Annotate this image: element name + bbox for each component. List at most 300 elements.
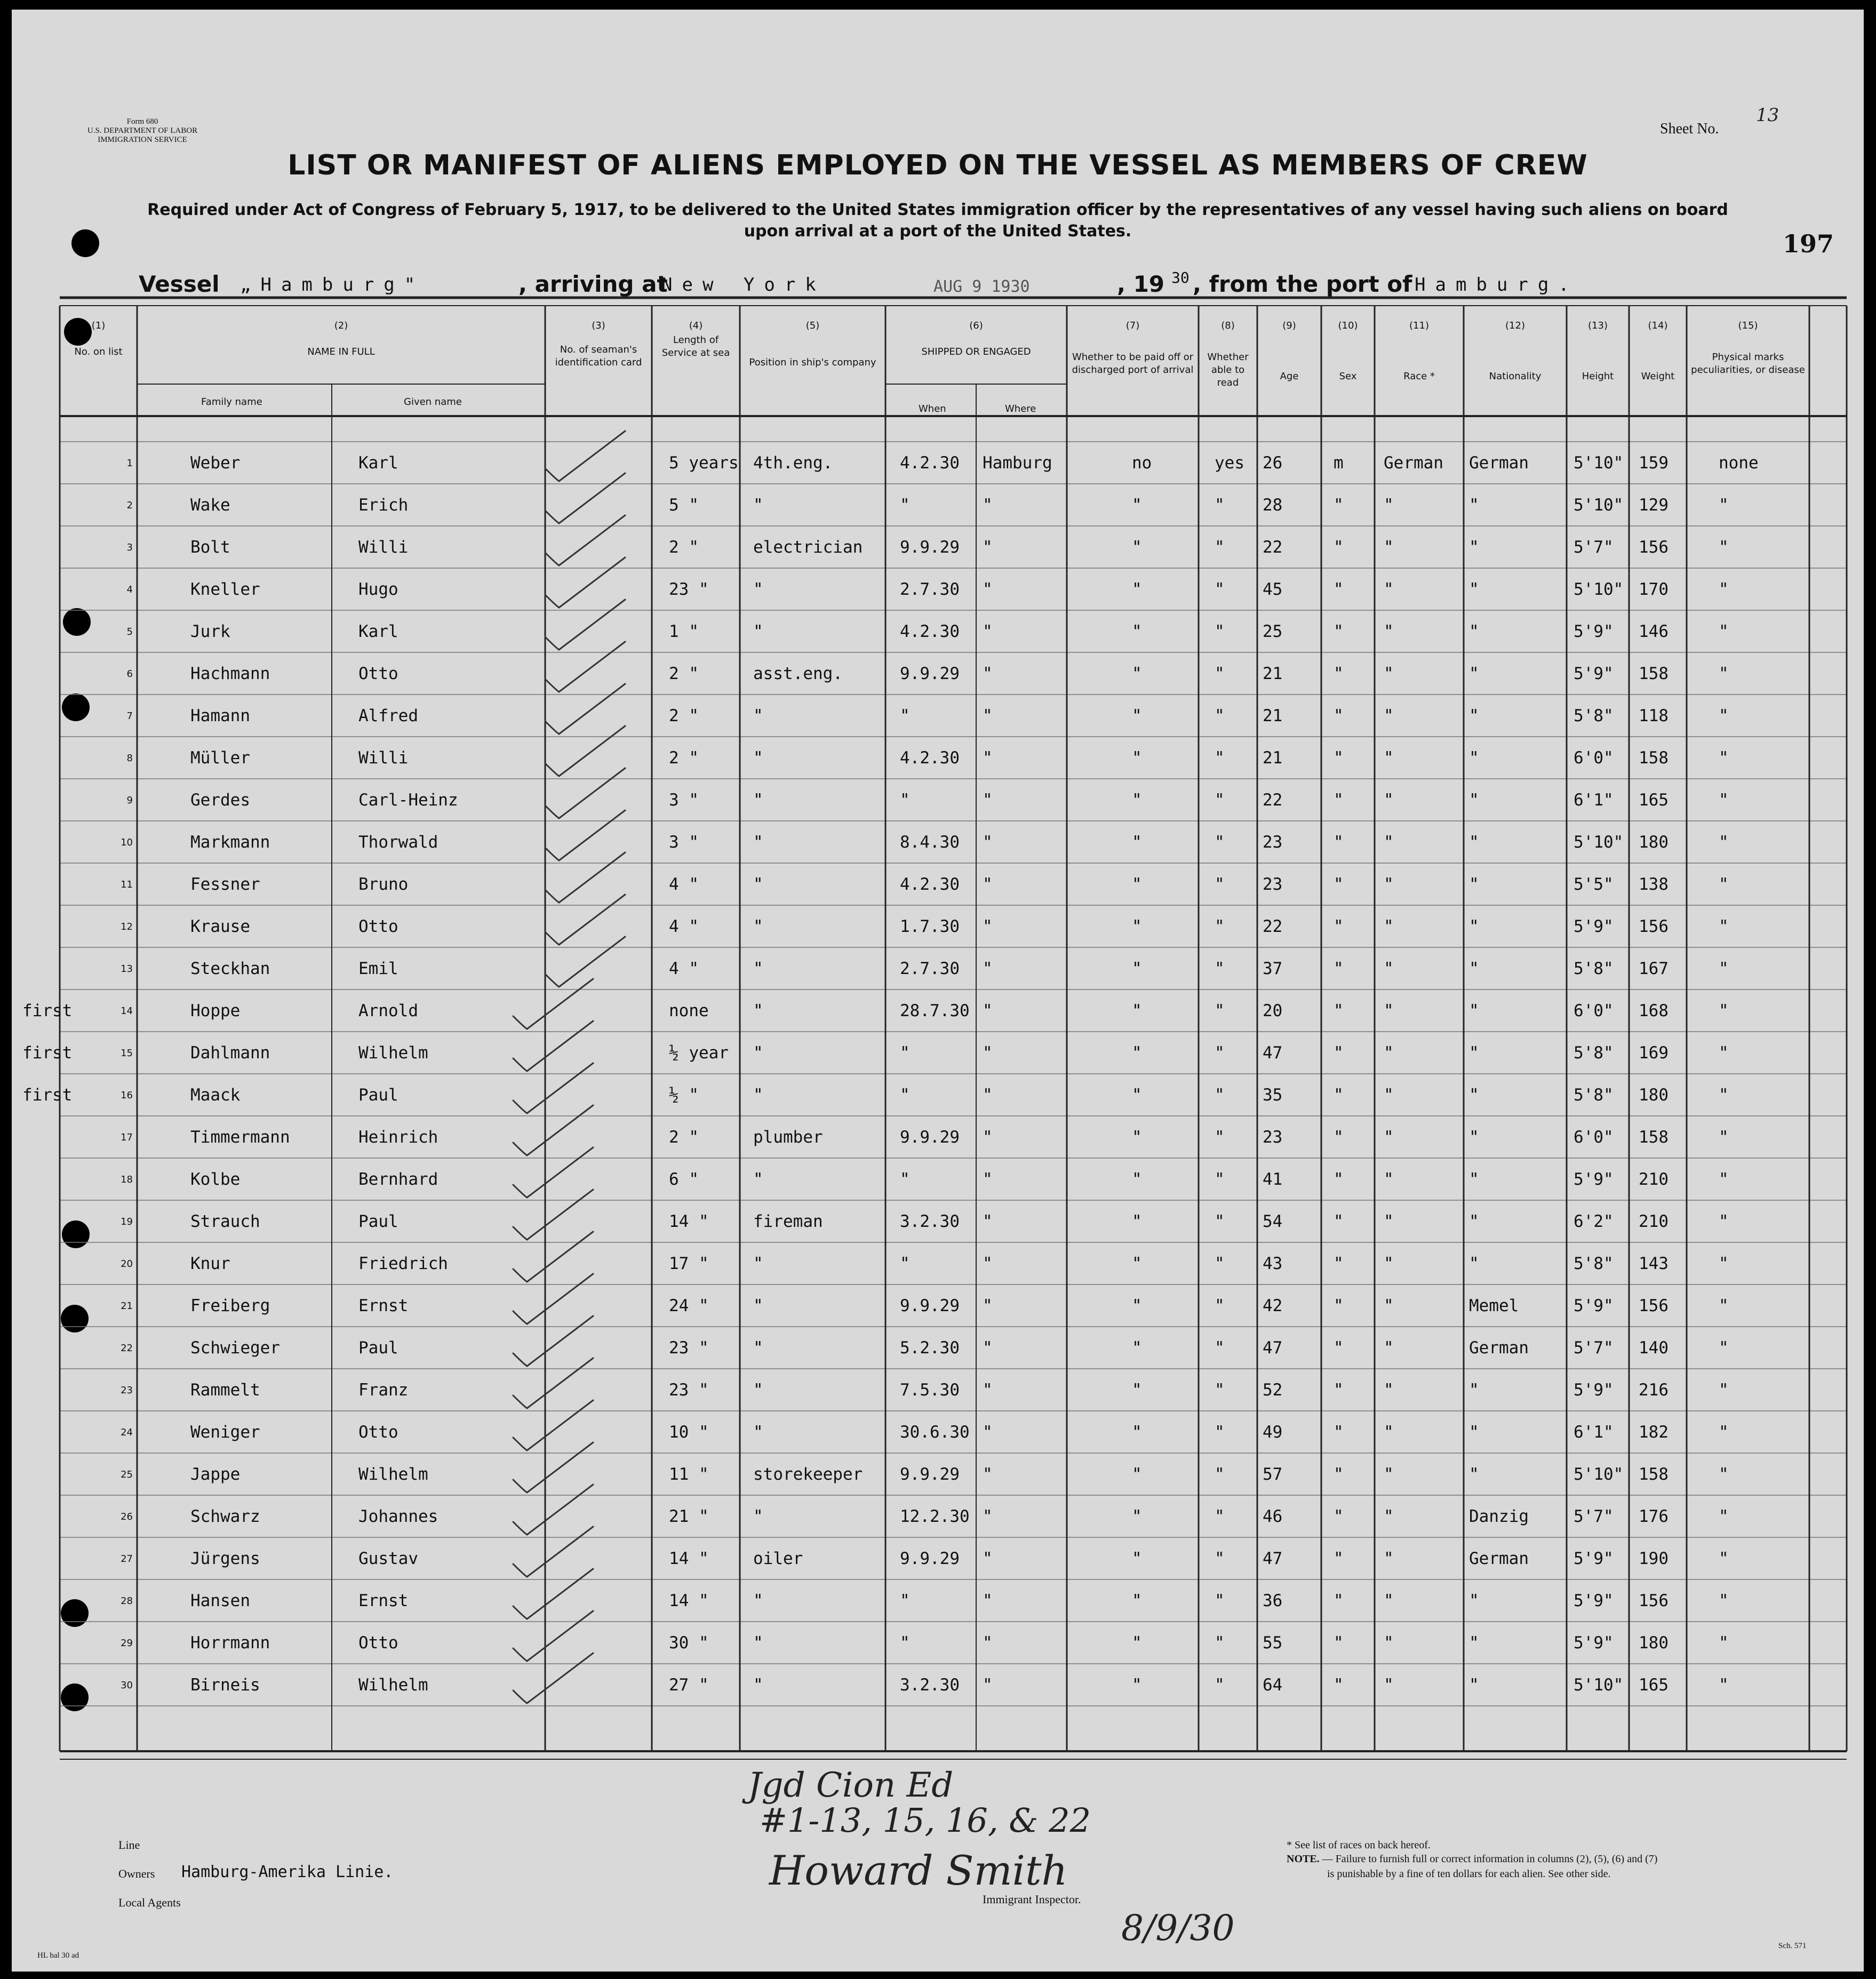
stamp-number: 197 — [1783, 229, 1834, 258]
paid-off: " — [1132, 1423, 1142, 1442]
physical-marks: " — [1719, 1254, 1729, 1273]
age: 28 — [1263, 496, 1283, 515]
race: " — [1384, 917, 1394, 936]
race: " — [1384, 1254, 1394, 1273]
family-name: Schwieger — [190, 1338, 280, 1358]
shipped-where: " — [983, 1296, 993, 1315]
age: 47 — [1263, 1043, 1283, 1063]
position-in-company: " — [753, 1338, 763, 1358]
age: 25 — [1263, 622, 1283, 641]
shipped-when: " — [900, 496, 910, 515]
position-in-company: storekeeper — [753, 1465, 863, 1484]
family-name: Maack — [190, 1086, 241, 1105]
height: 5'5" — [1574, 875, 1614, 894]
race: " — [1384, 1465, 1394, 1484]
sex: " — [1334, 1170, 1344, 1189]
able-to-read: " — [1215, 622, 1225, 641]
shipped-where: " — [983, 538, 993, 557]
able-to-read: " — [1215, 664, 1225, 683]
physical-marks: " — [1719, 1086, 1729, 1105]
able-to-read: " — [1215, 791, 1225, 810]
physical-marks: " — [1719, 833, 1729, 852]
family-name: Wake — [190, 496, 230, 515]
column-header-sex: Sex — [1339, 371, 1357, 382]
able-to-read: " — [1215, 1675, 1225, 1695]
length-of-service: 4 " — [669, 917, 699, 936]
row-number: 8 — [126, 753, 133, 764]
race: " — [1384, 1338, 1394, 1358]
shipped-when: 9.9.29 — [900, 664, 960, 683]
race: " — [1384, 496, 1394, 515]
able-to-read: " — [1215, 875, 1225, 894]
given-name: Arnold — [358, 1001, 418, 1020]
shipped-where: " — [983, 1633, 993, 1653]
sex: " — [1334, 1465, 1344, 1484]
row-number: 20 — [121, 1258, 133, 1270]
family-name: Weber — [190, 453, 241, 473]
weight: 167 — [1639, 959, 1669, 978]
column-header-no-on-list: No. on list — [74, 346, 123, 357]
age: 22 — [1263, 791, 1283, 810]
check-mark — [513, 979, 593, 1029]
nationality: " — [1469, 1043, 1479, 1063]
shipped-where: " — [983, 664, 993, 683]
nationality: German — [1469, 453, 1529, 473]
weight: 138 — [1639, 875, 1669, 894]
column-header-race: Race * — [1403, 371, 1435, 382]
family-name: Jurk — [190, 622, 230, 641]
family-name: Steckhan — [190, 959, 270, 978]
physical-marks: " — [1719, 1296, 1729, 1315]
column-header-id-card-number: No. of seaman's identification card — [555, 344, 642, 368]
position-in-company: " — [753, 1507, 763, 1526]
shipped-where: " — [983, 1675, 993, 1695]
vessel-name: „Hamburg" — [240, 274, 425, 296]
race: " — [1384, 1212, 1394, 1231]
nationality: " — [1469, 917, 1479, 936]
shipped-when: " — [900, 1254, 910, 1273]
position-in-company: " — [753, 959, 763, 978]
shipped-when: 9.9.29 — [900, 538, 960, 557]
given-name: Thorwald — [358, 833, 438, 852]
height: 6'0" — [1574, 748, 1614, 768]
age: 22 — [1263, 917, 1283, 936]
weight: 165 — [1639, 1675, 1669, 1695]
physical-marks: " — [1719, 1633, 1729, 1653]
given-name: Bernhard — [358, 1170, 438, 1189]
shipped-where: " — [983, 1001, 993, 1020]
margin-note: first — [22, 1001, 73, 1020]
weight: 180 — [1639, 1633, 1669, 1653]
family-name: Hachmann — [190, 664, 270, 683]
owners-label: Owners — [118, 1867, 155, 1880]
shipped-where: " — [983, 1212, 993, 1231]
paid-off: " — [1132, 1001, 1142, 1020]
print-code-left: HL bal 30 ad — [37, 1951, 79, 1960]
service-name: IMMIGRATION SERVICE — [98, 135, 187, 144]
age: 55 — [1263, 1633, 1283, 1653]
year-value: 30 — [1171, 269, 1190, 286]
able-to-read: " — [1215, 580, 1225, 599]
length-of-service: 23 " — [669, 580, 709, 599]
sex: " — [1334, 1254, 1344, 1273]
height: 5'7" — [1574, 1338, 1614, 1358]
height: 5'8" — [1574, 1086, 1614, 1105]
age: 47 — [1263, 1338, 1283, 1358]
print-code-right: Sch. 571 — [1778, 1942, 1807, 1950]
nationality: " — [1469, 538, 1479, 557]
weight: 210 — [1639, 1170, 1669, 1189]
given-name: Paul — [358, 1212, 398, 1231]
age: 46 — [1263, 1507, 1283, 1526]
age: 21 — [1263, 706, 1283, 725]
age: 45 — [1263, 580, 1283, 599]
able-to-read: " — [1215, 538, 1225, 557]
length-of-service: none — [669, 1001, 709, 1020]
able-to-read: " — [1215, 1591, 1225, 1610]
weight: 158 — [1639, 664, 1669, 683]
sex: " — [1334, 1001, 1344, 1020]
race: " — [1384, 1043, 1394, 1063]
able-to-read: " — [1215, 1338, 1225, 1358]
sex: " — [1334, 496, 1344, 515]
shipped-when: 9.9.29 — [900, 1549, 960, 1568]
shipped-where: " — [983, 959, 993, 978]
page-title: LIST OR MANIFEST OF ALIENS EMPLOYED ON THE VESSEL AS MEMBERS OF CREW — [288, 149, 1588, 181]
family-name: Bolt — [190, 538, 230, 557]
line-label: Line — [118, 1838, 140, 1852]
age: 47 — [1263, 1549, 1283, 1568]
height: 5'10" — [1574, 1465, 1624, 1484]
subheader-family-name: Family name — [201, 396, 262, 408]
row-number: 16 — [121, 1090, 133, 1101]
height: 6'2" — [1574, 1212, 1614, 1231]
weight: 190 — [1639, 1549, 1669, 1568]
length-of-service: ½ year — [669, 1043, 729, 1063]
shipped-when: 12.2.30 — [900, 1507, 970, 1526]
inspector-date: 8/9/30 — [1121, 1908, 1235, 1949]
height: 6'1" — [1574, 791, 1614, 810]
paid-off: " — [1132, 748, 1142, 768]
sex: " — [1334, 1380, 1344, 1400]
column-number-height: (13) — [1588, 320, 1608, 331]
shipped-where: " — [983, 1338, 993, 1358]
able-to-read: " — [1215, 1086, 1225, 1105]
shipped-when: " — [900, 791, 910, 810]
column-number-able-to-read: (8) — [1221, 320, 1235, 331]
family-name: Knur — [190, 1254, 230, 1273]
length-of-service: 2 " — [669, 1128, 699, 1147]
physical-marks: none — [1719, 453, 1759, 473]
weight: 140 — [1639, 1338, 1669, 1358]
age: 41 — [1263, 1170, 1283, 1189]
age: 54 — [1263, 1212, 1283, 1231]
column-number-name-in-full: (2) — [334, 320, 348, 331]
family-name: Horrmann — [190, 1633, 270, 1653]
able-to-read: " — [1215, 1170, 1225, 1189]
nationality: " — [1469, 622, 1479, 641]
height: 5'7" — [1574, 538, 1614, 557]
column-header-physical-marks: Physical marks peculiarities, or disease — [1691, 352, 1805, 376]
position-in-company: asst.eng. — [753, 664, 843, 683]
note-text: — Failure to furnish full or correct information in columns (2), (5), (6) and (7) — [1322, 1853, 1658, 1865]
length-of-service: 2 " — [669, 706, 699, 725]
able-to-read: " — [1215, 1212, 1225, 1231]
length-of-service: 30 " — [669, 1633, 709, 1653]
given-name: Wilhelm — [358, 1043, 428, 1063]
column-header-paid-off: Whether to be paid off or discharged port of arrival — [1072, 352, 1194, 376]
position-in-company: " — [753, 1296, 763, 1315]
race: " — [1384, 706, 1394, 725]
row-number: 14 — [121, 1006, 133, 1017]
nationality: " — [1469, 959, 1479, 978]
shipped-when: 4.2.30 — [900, 875, 960, 894]
column-header-age: Age — [1280, 371, 1299, 382]
position-in-company: " — [753, 917, 763, 936]
shipped-when: 28.7.30 — [900, 1001, 970, 1020]
physical-marks: " — [1719, 1591, 1729, 1610]
physical-marks: " — [1719, 1549, 1729, 1568]
given-name: Carl-Heinz — [358, 791, 458, 810]
physical-marks: " — [1719, 1001, 1729, 1020]
paid-off: " — [1132, 1675, 1142, 1695]
department-name: U.S. DEPARTMENT OF LABOR — [87, 126, 198, 135]
sex: " — [1334, 580, 1344, 599]
paid-off: " — [1132, 664, 1142, 683]
height: 5'10" — [1574, 1675, 1624, 1695]
physical-marks: " — [1719, 664, 1729, 683]
requirement-text-cont: upon arrival at a port of the United States. — [744, 222, 1132, 241]
column-number-shipped-or-engaged: (6) — [969, 320, 983, 331]
position-in-company: " — [753, 791, 763, 810]
row-number: 25 — [121, 1469, 133, 1480]
family-name: Krause — [190, 917, 250, 936]
paid-off: " — [1132, 580, 1142, 599]
paid-off: " — [1132, 959, 1142, 978]
weight: 169 — [1639, 1043, 1669, 1063]
weight: 118 — [1639, 706, 1669, 725]
row-number: 4 — [126, 584, 133, 595]
subheader-when: When — [919, 403, 946, 414]
length-of-service: 4 " — [669, 959, 699, 978]
race: " — [1384, 1001, 1394, 1020]
family-name: Hoppe — [190, 1001, 241, 1020]
position-in-company: " — [753, 1675, 763, 1695]
given-name: Ernst — [358, 1296, 409, 1315]
nationality: " — [1469, 1591, 1479, 1610]
shipped-where: " — [983, 1128, 993, 1147]
weight: 165 — [1639, 791, 1669, 810]
shipped-where: " — [983, 1465, 993, 1484]
paid-off: " — [1132, 917, 1142, 936]
given-name: Otto — [358, 1423, 398, 1442]
shipped-when: 3.2.30 — [900, 1212, 960, 1231]
physical-marks: " — [1719, 791, 1729, 810]
age: 36 — [1263, 1591, 1283, 1610]
paid-off: " — [1132, 791, 1142, 810]
row-number: 30 — [121, 1680, 133, 1691]
weight: 143 — [1639, 1254, 1669, 1273]
race: " — [1384, 1380, 1394, 1400]
able-to-read: " — [1215, 706, 1225, 725]
sex: " — [1334, 791, 1344, 810]
margin-note: first — [22, 1043, 73, 1063]
shipped-where: " — [983, 875, 993, 894]
paid-off: " — [1132, 1380, 1142, 1400]
length-of-service: 6 " — [669, 1170, 699, 1189]
race: " — [1384, 1086, 1394, 1105]
length-of-service: 23 " — [669, 1338, 709, 1358]
age: 23 — [1263, 833, 1283, 852]
race: " — [1384, 538, 1394, 557]
shipped-where: " — [983, 706, 993, 725]
shipped-when: " — [900, 1591, 910, 1610]
row-number: 12 — [121, 921, 133, 932]
physical-marks: " — [1719, 1212, 1729, 1231]
sex: " — [1334, 706, 1344, 725]
subheader-given-name: Given name — [404, 396, 462, 408]
age: 37 — [1263, 959, 1283, 978]
physical-marks: " — [1719, 580, 1729, 599]
able-to-read: " — [1215, 1254, 1225, 1273]
position-in-company: " — [753, 1591, 763, 1610]
paid-off: " — [1132, 1591, 1142, 1610]
column-number-position: (5) — [805, 320, 820, 331]
family-name: Fessner — [190, 875, 260, 894]
column-number-paid-off: (7) — [1125, 320, 1140, 331]
shipped-when: 30.6.30 — [900, 1423, 970, 1442]
able-to-read: " — [1215, 1296, 1225, 1315]
shipped-where: " — [983, 1591, 993, 1610]
shipped-where: " — [983, 1086, 993, 1105]
family-name: Hamann — [190, 706, 250, 725]
shipped-where: " — [983, 917, 993, 936]
age: 52 — [1263, 1380, 1283, 1400]
physical-marks: " — [1719, 875, 1729, 894]
age: 57 — [1263, 1465, 1283, 1484]
physical-marks: " — [1719, 706, 1729, 725]
height: 6'0" — [1574, 1128, 1614, 1147]
length-of-service: 14 " — [669, 1212, 709, 1231]
nationality: Memel — [1469, 1296, 1519, 1315]
position-in-company: " — [753, 1170, 763, 1189]
length-of-service: 2 " — [669, 748, 699, 768]
height: 5'10" — [1574, 496, 1624, 515]
nationality: " — [1469, 1633, 1479, 1653]
year-label: , 19 — [1117, 271, 1165, 297]
nationality: " — [1469, 580, 1479, 599]
handwritten-annotation-list: #1-13, 15, 16, & 22 — [760, 1801, 1091, 1840]
weight: 158 — [1639, 1465, 1669, 1484]
column-number-no-on-list: (1) — [91, 320, 106, 331]
length-of-service: 21 " — [669, 1507, 709, 1526]
row-number: 17 — [121, 1132, 133, 1143]
row-number: 9 — [126, 795, 133, 806]
shipped-when: 9.9.29 — [900, 1296, 960, 1315]
paid-off: " — [1132, 1549, 1142, 1568]
length-of-service: 14 " — [669, 1591, 709, 1610]
sex: " — [1334, 833, 1344, 852]
height: 5'10" — [1574, 833, 1624, 852]
column-number-weight: (14) — [1648, 320, 1668, 331]
nationality: " — [1469, 1001, 1479, 1020]
length-of-service: 5 " — [669, 496, 699, 515]
length-of-service: 14 " — [669, 1549, 709, 1568]
sheet-number: 13 — [1756, 105, 1779, 126]
given-name: Paul — [358, 1086, 398, 1105]
race: " — [1384, 1128, 1394, 1147]
paid-off: " — [1132, 622, 1142, 641]
nationality: " — [1469, 833, 1479, 852]
paid-off: " — [1132, 1043, 1142, 1063]
age: 22 — [1263, 538, 1283, 557]
nationality: " — [1469, 1675, 1479, 1695]
column-number-age: (9) — [1282, 320, 1296, 331]
given-name: Karl — [358, 453, 398, 473]
position-in-company: fireman — [753, 1212, 823, 1231]
height: 5'7" — [1574, 1507, 1614, 1526]
position-in-company: " — [753, 1633, 763, 1653]
row-number: 10 — [121, 837, 133, 848]
physical-marks: " — [1719, 1170, 1729, 1189]
column-header-able-to-read: Whether able to read — [1207, 352, 1249, 388]
paid-off: " — [1132, 1254, 1142, 1273]
family-name: Timmermann — [190, 1128, 290, 1147]
position-in-company: " — [753, 496, 763, 515]
nationality: " — [1469, 1212, 1479, 1231]
race: " — [1384, 748, 1394, 768]
able-to-read: " — [1215, 1633, 1225, 1653]
race: " — [1384, 1591, 1394, 1610]
sex: " — [1334, 1591, 1344, 1610]
length-of-service: 2 " — [669, 538, 699, 557]
paid-off: " — [1132, 1633, 1142, 1653]
row-number: 15 — [121, 1048, 133, 1059]
physical-marks: " — [1719, 917, 1729, 936]
race: " — [1384, 664, 1394, 683]
height: 6'0" — [1574, 1001, 1614, 1020]
weight: 146 — [1639, 622, 1669, 641]
weight: 156 — [1639, 1591, 1669, 1610]
column-header-length-of-service: Length of Service at sea — [661, 334, 730, 358]
vessel-label: Vessel — [139, 271, 220, 297]
length-of-service: 2 " — [669, 664, 699, 683]
paid-off: " — [1132, 1465, 1142, 1484]
column-header-nationality: Nationality — [1489, 371, 1542, 382]
physical-marks: " — [1719, 1128, 1729, 1147]
family-name: Dahlmann — [190, 1043, 270, 1063]
given-name: Friedrich — [358, 1254, 448, 1273]
family-name: Birneis — [190, 1675, 260, 1695]
shipped-where: " — [983, 833, 993, 852]
race: " — [1384, 1675, 1394, 1695]
height: 5'8" — [1574, 959, 1614, 978]
column-number-id-card-number: (3) — [592, 320, 605, 331]
able-to-read: " — [1215, 1549, 1225, 1568]
physical-marks: " — [1719, 1043, 1729, 1063]
shipped-where: Hamburg — [983, 453, 1052, 473]
row-number: 2 — [126, 500, 133, 511]
given-name: Johannes — [358, 1507, 438, 1526]
sex: " — [1334, 1212, 1344, 1231]
nationality: " — [1469, 664, 1479, 683]
sex: " — [1334, 1423, 1344, 1442]
shipped-where: " — [983, 1549, 993, 1568]
sex: " — [1334, 917, 1344, 936]
able-to-read: yes — [1215, 453, 1244, 473]
nationality: " — [1469, 875, 1479, 894]
shipped-when: " — [900, 1086, 910, 1105]
